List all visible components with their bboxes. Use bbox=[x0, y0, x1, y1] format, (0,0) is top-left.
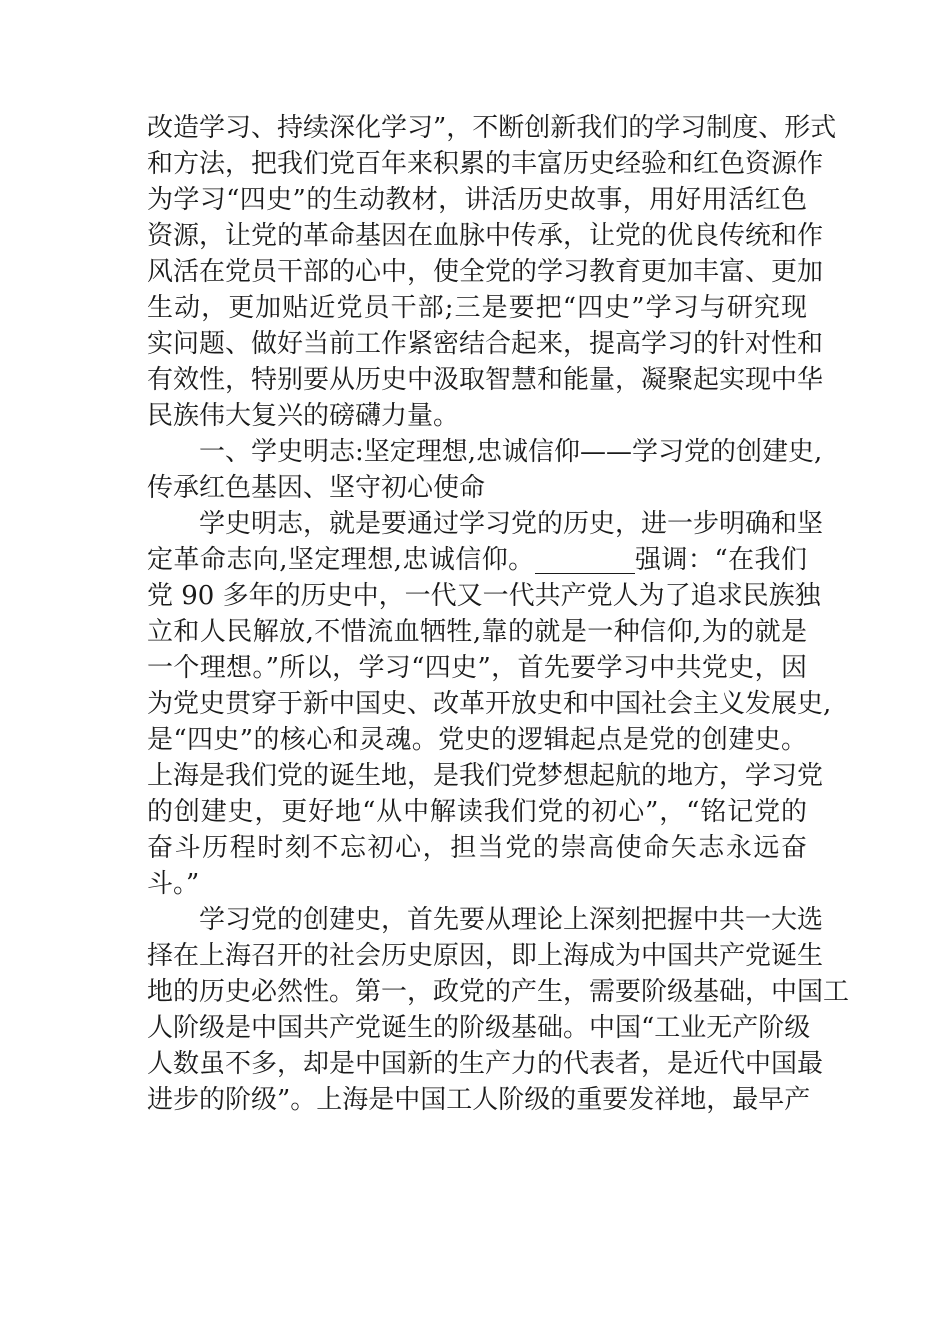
text-segment: 定革命志向,坚定理想,忠诚信仰。 bbox=[147, 545, 535, 575]
paragraph-founding-history bbox=[147, 902, 850, 1118]
text-segment: 强调：“在我们 bbox=[634, 545, 807, 575]
document-body bbox=[147, 110, 850, 1118]
text-line: 奋斗历程时刻不忘初心，担当党的崇高使命矢志永远奋 bbox=[147, 833, 807, 863]
text-line: 民族伟大复兴的磅礴力量。 bbox=[147, 401, 460, 431]
heading-line: 一、学史明志:坚定理想,忠诚信仰——学习党的创建史, bbox=[199, 437, 823, 467]
text-line: 是“四史”的核心和灵魂。党史的逻辑起点是党的创建史。 bbox=[147, 725, 807, 755]
text-line: 风活在党员干部的心中，使全党的学习教育更加丰富、更加 bbox=[147, 257, 824, 287]
text-line: 实问题、做好当前工作紧密结合起来，提高学习的针对性和 bbox=[147, 329, 824, 359]
text-line: 斗。” bbox=[147, 869, 200, 899]
text-line: 党 90 多年的历史中，一代又一代共产党人为了追求民族独 bbox=[147, 581, 821, 611]
text-line: 有效性，特别要从历史中汲取智慧和能量，凝聚起实现中华 bbox=[147, 365, 824, 395]
text-line: 地的历史必然性。第一，政党的产生，需要阶级基础，中国工 bbox=[147, 977, 850, 1007]
heading-line: 传承红色基因、坚守初心使命 bbox=[147, 473, 486, 503]
paragraph-study-history bbox=[147, 506, 832, 902]
text-line: 进步的阶级”。上海是中国工人阶级的重要发祥地，最早产 bbox=[147, 1085, 811, 1115]
paragraph-intro-continuation bbox=[147, 110, 837, 434]
text-line: 改造学习、持续深化学习”，不断创新我们的学习制度、形式 bbox=[147, 113, 837, 143]
text-line: 立和人民解放,不惜流血牺牲,靠的就是一种信仰,为的就是 bbox=[147, 617, 807, 647]
text-line: 生动，更加贴近党员干部;三是要把“四史”学习与研究现 bbox=[147, 293, 807, 323]
text-line: 学史明志，就是要通过学习党的历史，进一步明确和坚 bbox=[199, 509, 824, 539]
text-line: 资源，让党的革命基因在血脉中传承，让党的优良传统和作 bbox=[147, 221, 824, 251]
fill-in-blank bbox=[535, 549, 635, 574]
text-line: 人数虽不多，却是中国新的生产力的代表者，是近代中国最 bbox=[147, 1049, 824, 1079]
section-heading bbox=[147, 434, 823, 506]
text-line-with-blank bbox=[147, 542, 807, 578]
text-line: 择在上海召开的社会历史原因，即上海成为中国共产党诞生 bbox=[147, 941, 824, 971]
text-line: 人阶级是中国共产党诞生的阶级基础。中国“工业无产阶级 bbox=[147, 1013, 811, 1043]
text-line: 和方法，把我们党百年来积累的丰富历史经验和红色资源作 bbox=[147, 149, 824, 179]
text-line: 为学习“四史”的生动教材，讲活历史故事，用好用活红色 bbox=[147, 185, 807, 215]
text-line: 的创建史，更好地“从中解读我们党的初心”，“铭记党的 bbox=[147, 797, 807, 827]
text-line: 一个理想。”所以，学习“四史”，首先要学习中共党史，因 bbox=[147, 653, 807, 683]
text-line: 上海是我们党的诞生地，是我们党梦想起航的地方，学习党 bbox=[147, 761, 824, 791]
text-line: 为党史贯穿于新中国史、改革开放史和中国社会主义发展史, bbox=[147, 689, 832, 719]
text-line: 学习党的创建史，首先要从理论上深刻把握中共一大选 bbox=[199, 905, 824, 935]
